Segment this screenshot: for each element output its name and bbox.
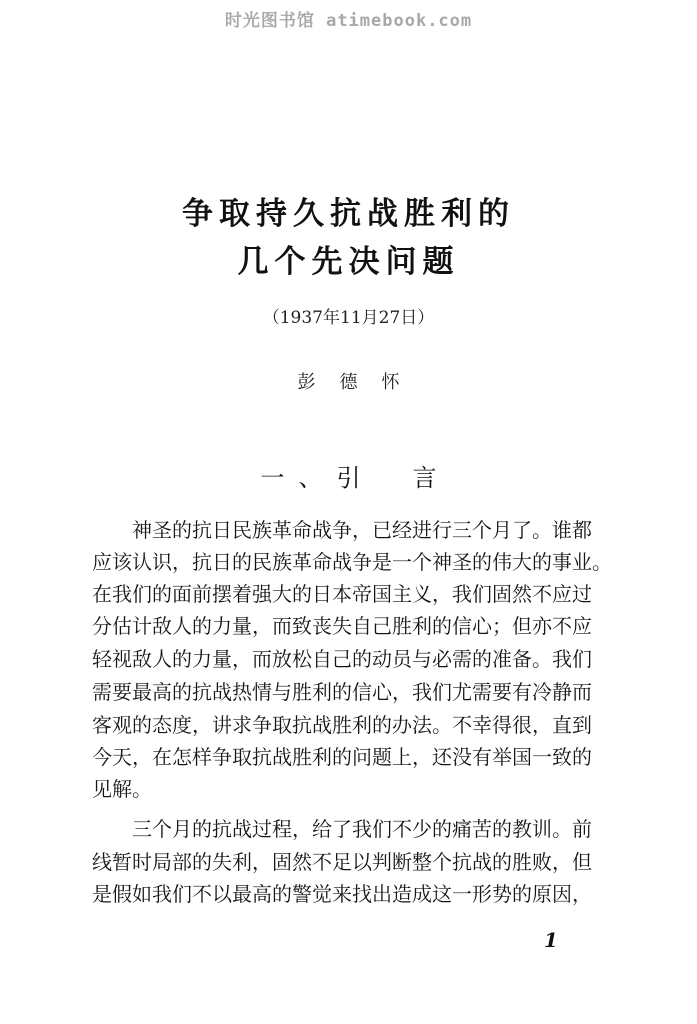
section-heading: 一、引 言	[260, 464, 451, 492]
paragraph-line: 应该认识，抗日的民族革命战争是一个神圣的伟大的事业。	[92, 550, 612, 574]
paragraph-line: 需要最高的抗战热情与胜利的信心，我们尤需要有冷静而	[92, 680, 592, 704]
paragraph-line: 见解。	[92, 777, 152, 801]
article-author: 彭德怀	[297, 372, 424, 393]
paragraph-line: 在我们的面前摆着强大的日本帝国主义，我们固然不应过	[92, 582, 592, 606]
article-date: （1937年11月27日）	[262, 308, 435, 328]
watermark: 时光图书馆 atimebook.com	[224, 11, 473, 31]
article-title-line-1: 争取持久抗战胜利的	[182, 196, 515, 232]
paragraph-line: 线暂时局部的失利，固然不足以判断整个抗战的胜败，但	[92, 850, 592, 874]
article-title-line-2: 几个先决问题	[237, 244, 460, 280]
page-number: 1	[544, 928, 558, 952]
paragraph-line: 三个月的抗战过程，给了我们不少的痛苦的教训。前	[132, 817, 592, 841]
paragraph-line: 客观的态度，讲求争取抗战胜利的办法。不幸得很，直到	[92, 713, 592, 737]
paragraph-line: 今天，在怎样争取抗战胜利的问题上，还没有举国一致的	[92, 745, 592, 769]
paragraph-line: 神圣的抗日民族革命战争，已经进行三个月了。谁都	[132, 518, 592, 542]
paragraph-line: 是假如我们不以最高的警觉来找出造成这一形势的原因，	[92, 882, 592, 906]
paragraph-line: 轻视敌人的力量，而放松自己的动员与必需的准备。我们	[92, 647, 592, 671]
paragraph-line: 分估计敌人的力量，而致丧失自己胜利的信心；但亦不应	[92, 614, 592, 638]
